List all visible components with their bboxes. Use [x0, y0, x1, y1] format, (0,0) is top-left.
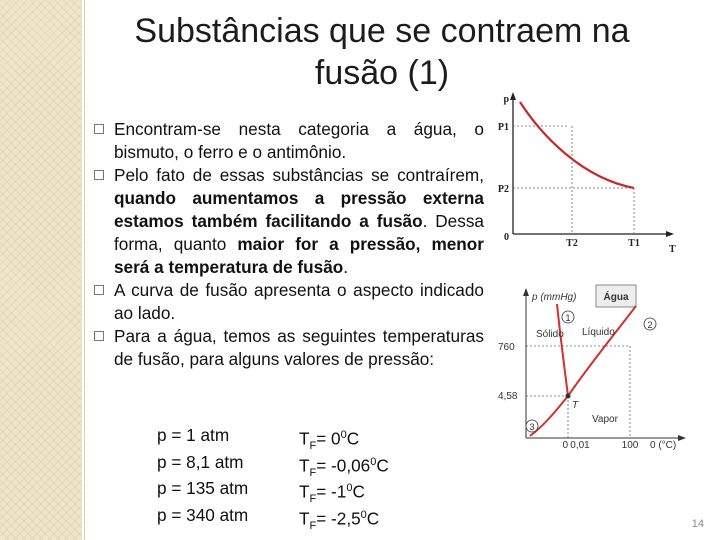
- bullet-item: Pelo fato de essas substâncias se contraírem, quando aumentamos a pressão externa estamos também facilitando a fusão. Dessa forma, quanto maior for a pressão, menor será a temperatura de fusão.: [92, 164, 484, 279]
- bullet-item: A curva de fusão apresenta o aspecto indicado ao lado.: [92, 279, 484, 325]
- bullet-list: [92, 118, 484, 371]
- water-phase-diagram: [494, 284, 700, 454]
- x-axis-arrow-icon: [678, 435, 686, 441]
- checkbox-bullet-icon: [94, 124, 104, 134]
- p2-label: P2: [497, 184, 509, 195]
- table-row: p = 340 atm $T_F= -2,5^0C$: [157, 504, 380, 532]
- checkbox-bullet-icon: [94, 170, 104, 180]
- marker-3-label: 3: [529, 422, 535, 432]
- t1-label: T1: [628, 238, 640, 249]
- checkbox-bullet-icon: [94, 331, 104, 341]
- y-axis-arrow-icon: [510, 92, 516, 100]
- table-row: p = 1 atm $T_F= 0^0C$: [157, 425, 360, 453]
- liquid-region-label: Líquido: [582, 327, 615, 338]
- bullet-item: Encontram-se nesta categoria a água, o bismuto, o ferro e o antimônio.: [92, 118, 484, 164]
- x-axis-label: T: [669, 244, 676, 255]
- y-axis-label: p: [503, 94, 509, 105]
- tick-458: 4,58: [498, 391, 518, 402]
- legend-label: Água: [603, 292, 629, 303]
- strip-divider: [84, 0, 85, 540]
- triple-point: [566, 394, 571, 399]
- vaporization-curve: [568, 306, 636, 396]
- triple-point-label: T: [572, 400, 579, 411]
- x-tick-0: 0: [562, 440, 568, 451]
- table-row: p = 135 atm $T_F= -1^0C$: [157, 478, 365, 506]
- vapor-region-label: Vapor: [592, 414, 618, 425]
- page-number: 14: [691, 518, 704, 530]
- x-tick-001: 0,01: [570, 440, 590, 451]
- x-unit-label: 0 (°C): [650, 440, 677, 451]
- fusion-temperature-table: [157, 424, 459, 530]
- marker-1-label: 1: [565, 313, 571, 323]
- x-tick-100: 100: [621, 440, 639, 451]
- tick-760: 760: [498, 342, 515, 353]
- solid-region-label: Sólido: [536, 329, 564, 340]
- table-row: p = 8,1 atm $T_F= -0,06^0C$: [157, 451, 389, 479]
- origin-label: 0: [504, 232, 509, 243]
- y-axis-arrow-icon: [523, 288, 529, 296]
- p1-label: P1: [497, 122, 509, 133]
- bullet-item: Para a água, temos as seguintes temperaturas de fusão, para alguns valores de pressão:: [92, 325, 484, 371]
- t2-label: T2: [566, 238, 578, 249]
- slide-title: Substâncias que se contraem na fusão (1): [134, 12, 630, 92]
- x-axis-arrow-icon: [666, 231, 674, 237]
- checkbox-bullet-icon: [94, 285, 104, 295]
- y-axis-label: p (mmHg): [532, 292, 577, 303]
- decorative-strip: [0, 0, 82, 540]
- melting-curve: [520, 102, 634, 188]
- marker-2-label: 2: [647, 320, 653, 330]
- melting-curve-diagram: [490, 88, 690, 258]
